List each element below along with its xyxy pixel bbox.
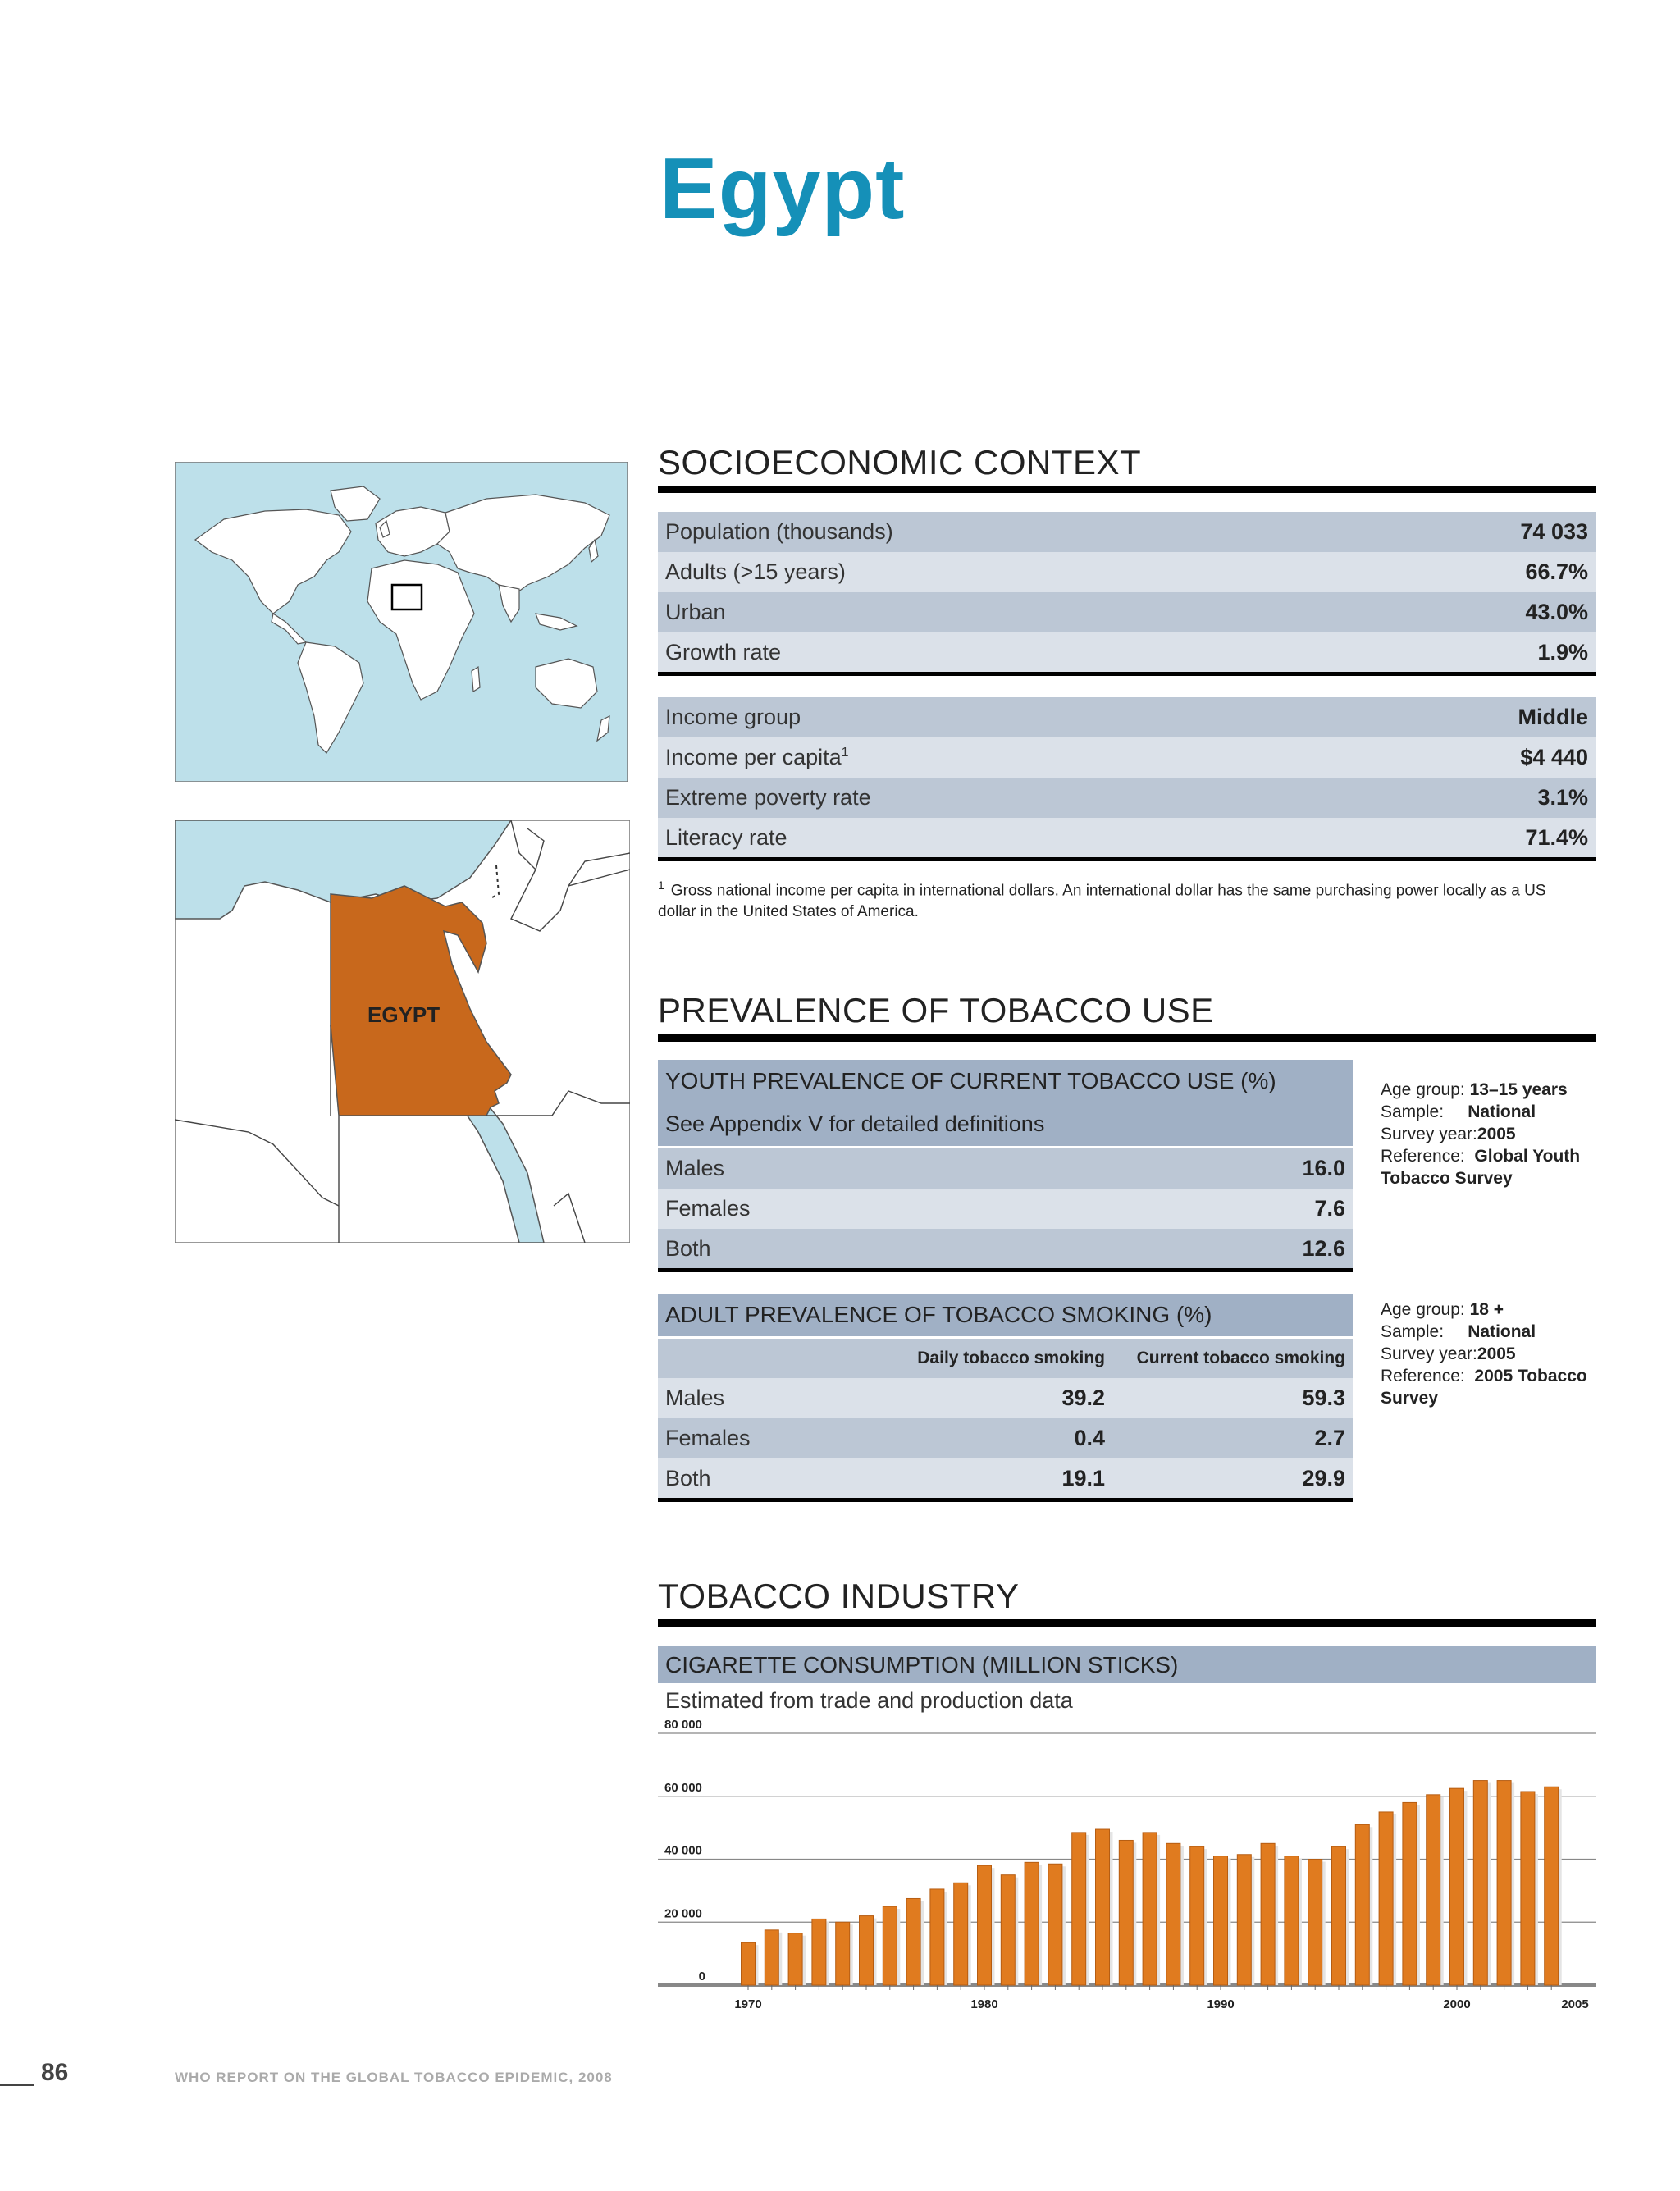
row-value-daily: 19.1 [1061, 1466, 1105, 1490]
info-label: Age group: [1381, 1300, 1465, 1319]
youth-title: YOUTH PREVALENCE OF CURRENT TOBACCO USE (%) [665, 1068, 1276, 1093]
info-label: Sample: [1381, 1102, 1445, 1121]
bar [1166, 1843, 1180, 1985]
row-value: 74 033 [1520, 519, 1588, 544]
bar [860, 1916, 874, 1985]
table-row [658, 697, 1596, 737]
info-label: Survey year: [1381, 1344, 1477, 1363]
footnote-text: Gross national income per capita in international dollars. An international dollar has the same purchasing power locally as a US dollar in the United States of America. [658, 882, 1546, 921]
footnote-mark: 1 [658, 879, 664, 892]
bar [1261, 1843, 1275, 1985]
youth-subtitle: See Appendix V for detailed definitions [665, 1111, 1045, 1136]
bar [1285, 1856, 1299, 1985]
info-value: 2005 Tobacco [1474, 1367, 1587, 1385]
table-bottom-rule [658, 1498, 1353, 1502]
table-row [658, 1458, 1353, 1499]
info-value: 13–15 years [1469, 1080, 1568, 1099]
info-value: National [1468, 1102, 1536, 1121]
x-tick-label: 1970 [734, 1997, 762, 2011]
col-header-daily: Daily tobacco smoking [917, 1349, 1105, 1367]
adult-table [658, 1378, 1353, 1503]
col-header-current: Current tobacco smoking [1136, 1349, 1345, 1367]
consumption-chart [658, 1714, 1596, 2026]
page-title: Egypt [660, 140, 906, 237]
x-tick-label: 1980 [970, 1997, 998, 2011]
table-row [658, 512, 1596, 552]
row-label: Females [665, 1196, 751, 1221]
bar [978, 1865, 992, 1985]
table-row [658, 632, 1596, 673]
info-value: 18 + [1469, 1300, 1504, 1319]
bar [1355, 1824, 1369, 1985]
bar [742, 1942, 756, 1985]
row-value-current: 29.9 [1302, 1466, 1345, 1490]
row-value: 71.4% [1525, 825, 1588, 850]
info-value: Global Youth [1474, 1147, 1581, 1166]
bar [906, 1898, 920, 1985]
bar [1521, 1792, 1535, 1985]
row-value: 3.1% [1537, 785, 1588, 810]
youth-table [658, 1148, 1353, 1271]
footer-text: WHO REPORT ON THE GLOBAL TOBACCO EPIDEMIC, 2008 [175, 2070, 613, 2085]
bar [1379, 1812, 1393, 1985]
row-label: Income group [665, 705, 801, 729]
bar [1473, 1781, 1487, 1985]
row-value: 16.0 [1302, 1156, 1345, 1180]
bar [1497, 1781, 1511, 1985]
row-label: Both [665, 1466, 711, 1490]
bar [1403, 1802, 1417, 1985]
bar [1119, 1840, 1133, 1985]
egypt-map-graphic [175, 820, 630, 1243]
bar [883, 1906, 897, 1985]
table-row [658, 1418, 1353, 1458]
page-number-rule [0, 2084, 34, 2086]
bar [1450, 1788, 1464, 1985]
x-tick-label: 2005 [1561, 1997, 1589, 2011]
bar [765, 1930, 778, 1985]
bar [1237, 1855, 1251, 1985]
table-bottom-rule [658, 1268, 1353, 1272]
bar [788, 1933, 802, 1985]
socio-table-1 [658, 512, 1596, 676]
info-label: Reference: [1381, 1367, 1465, 1385]
row-value: 43.0% [1525, 600, 1588, 624]
y-tick-label: 60 000 [664, 1780, 702, 1795]
world-map [175, 462, 628, 782]
y-tick-label: 40 000 [664, 1843, 702, 1858]
row-label: Adults (>15 years) [665, 559, 846, 584]
bar [1545, 1787, 1559, 1985]
row-value: 12.6 [1302, 1236, 1345, 1261]
row-label: Urban [665, 600, 726, 624]
row-value: 7.6 [1314, 1196, 1345, 1221]
bar [930, 1889, 944, 1985]
row-value-daily: 0.4 [1074, 1426, 1105, 1450]
bar [1143, 1833, 1157, 1985]
y-tick-label: 80 000 [664, 1718, 702, 1732]
table-row [658, 737, 1596, 778]
socio-heading: SOCIOECONOMIC CONTEXT [658, 443, 1142, 482]
table-row [658, 1378, 1353, 1418]
info-value: 2005 [1477, 1344, 1516, 1363]
bar [1072, 1833, 1086, 1985]
adult-info [1381, 1299, 1594, 1409]
adult-col-header [658, 1339, 1353, 1378]
row-value-daily: 39.2 [1061, 1385, 1105, 1410]
industry-rule [658, 1619, 1596, 1627]
row-label: Females [665, 1426, 751, 1450]
table-row [658, 1229, 1353, 1269]
row-label: Both [665, 1236, 711, 1261]
table-bottom-rule [658, 857, 1596, 861]
bar [1190, 1846, 1204, 1985]
row-value-current: 59.3 [1302, 1385, 1345, 1410]
egypt-map [175, 820, 630, 1243]
adult-header [658, 1294, 1353, 1336]
bar [1048, 1864, 1062, 1985]
bar [1214, 1856, 1228, 1985]
socio-rule [658, 486, 1596, 493]
adult-title: ADULT PREVALENCE OF TOBACCO SMOKING (%) [665, 1302, 1212, 1327]
row-value: $4 440 [1520, 745, 1588, 769]
egypt-label: EGYPT [368, 1002, 441, 1027]
chart-header [658, 1646, 1596, 1683]
table-bottom-rule [658, 672, 1596, 676]
bar [1308, 1860, 1322, 1986]
y-tick-label: 20 000 [664, 1906, 702, 1921]
row-value: Middle [1518, 705, 1588, 729]
row-value: 1.9% [1537, 640, 1588, 664]
table-row [658, 592, 1596, 632]
x-tick-label: 2000 [1443, 1997, 1471, 2011]
page-number: 86 [41, 2059, 69, 2086]
row-label: Population (thousands) [665, 519, 893, 544]
chart-subtitle: Estimated from trade and production data [665, 1688, 1073, 1713]
table-row [658, 778, 1596, 818]
bar [1427, 1795, 1440, 1985]
table-row [658, 818, 1596, 858]
bar [836, 1922, 850, 1985]
world-map-graphic [175, 462, 628, 782]
bar [812, 1919, 826, 1985]
bar [1096, 1829, 1110, 1985]
y-tick-label: 0 [698, 1970, 705, 1983]
info-value: Survey [1381, 1389, 1439, 1408]
youth-info [1381, 1079, 1594, 1189]
row-label-text: Income per capita [665, 745, 842, 769]
table-row [658, 1148, 1353, 1189]
info-value: 2005 [1477, 1125, 1516, 1143]
row-label: Extreme poverty rate [665, 785, 871, 810]
info-value: Tobacco Survey [1381, 1169, 1513, 1188]
row-value-current: 2.7 [1314, 1426, 1345, 1450]
row-label: Growth rate [665, 640, 782, 664]
table-row [658, 552, 1596, 592]
x-tick-label: 1990 [1207, 1997, 1235, 2011]
bar [1001, 1875, 1015, 1985]
info-label: Age group: [1381, 1080, 1465, 1099]
bar [1025, 1862, 1039, 1985]
chart-title: CIGARETTE CONSUMPTION (MILLION STICKS) [665, 1652, 1179, 1677]
row-label: Males [665, 1385, 725, 1410]
youth-header [658, 1060, 1353, 1146]
row-label [665, 745, 849, 770]
prevalence-rule [658, 1034, 1596, 1042]
row-label: Literacy rate [665, 825, 788, 850]
row-value: 66.7% [1525, 559, 1588, 584]
info-value: National [1468, 1322, 1536, 1341]
prevalence-heading: PREVALENCE OF TOBACCO USE [658, 991, 1214, 1029]
info-label: Reference: [1381, 1147, 1465, 1166]
row-label: Males [665, 1156, 725, 1180]
table-row [658, 1189, 1353, 1229]
footnote-ref: 1 [841, 746, 849, 760]
bar [954, 1883, 968, 1985]
socio-table-2 [658, 697, 1596, 861]
bar [1332, 1846, 1346, 1985]
industry-heading: TOBACCO INDUSTRY [658, 1577, 1020, 1615]
consumption-chart-svg [658, 1714, 1596, 2026]
info-label: Survey year: [1381, 1125, 1477, 1143]
info-label: Sample: [1381, 1322, 1445, 1341]
footnote [658, 874, 1560, 923]
